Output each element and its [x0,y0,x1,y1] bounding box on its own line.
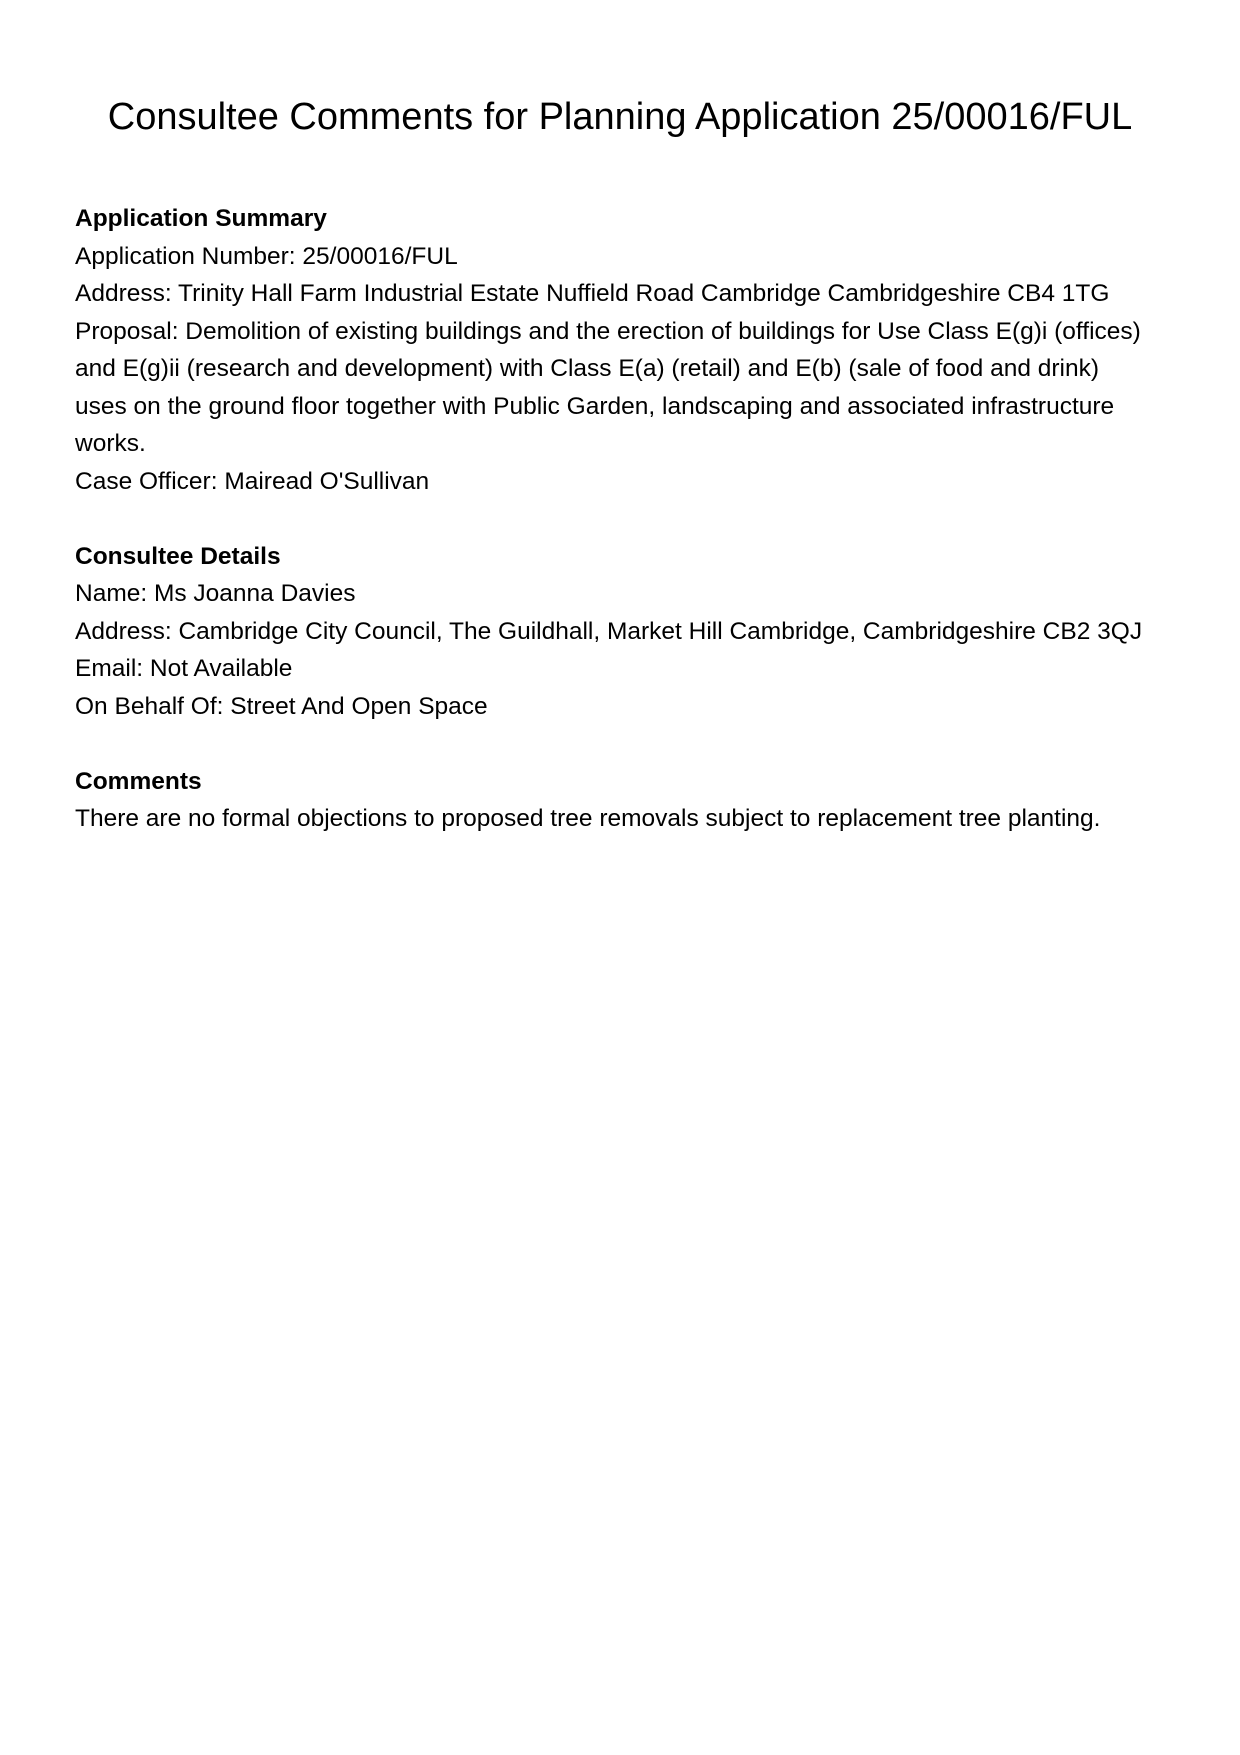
application-summary-section [75,200,1175,500]
proposal-line: works. [75,430,146,457]
comments-section [75,763,1175,838]
consultee-details-heading: Consultee Details [75,542,281,570]
proposal-line: Proposal: Demolition of existing buildings and the erection of buildings for Use Class E(g)i (offices) [75,317,1141,345]
proposal-line: and E(g)ii (research and development) with Class E(a) (retail) and E(b) (sale of food and drink) [75,355,1100,382]
comments-text: There are no formal objections to proposed tree removals subject to replacement tree planting. [75,805,1101,832]
consultee-address: Address: Cambridge City Council, The Guildhall, Market Hill Cambridge, Cambridgeshire CB2 3QJ [75,617,1143,645]
consultee-email: Email: Not Available [75,655,293,682]
document-body [75,200,1175,875]
case-officer: Case Officer: Mairead O'Sullivan [75,467,430,495]
consultee-details-section [75,538,1175,726]
comments-heading: Comments [75,767,202,795]
application-summary-heading: Application Summary [75,205,327,232]
proposal-line: uses on the ground floor together with Public Garden, landscaping and associated infrastructure [75,392,1115,420]
page-title: Consultee Comments for Planning Application 25/00016/FUL [107,96,1133,138]
consultee-on-behalf-of: On Behalf Of: Street And Open Space [75,692,488,720]
application-address: Address: Trinity Hall Farm Industrial Estate Nuffield Road Cambridge Cambridgeshire CB4 1TG [75,280,1110,307]
application-number: Application Number: 25/00016/FUL [75,242,458,270]
consultee-name: Name: Ms Joanna Davies [75,580,356,607]
